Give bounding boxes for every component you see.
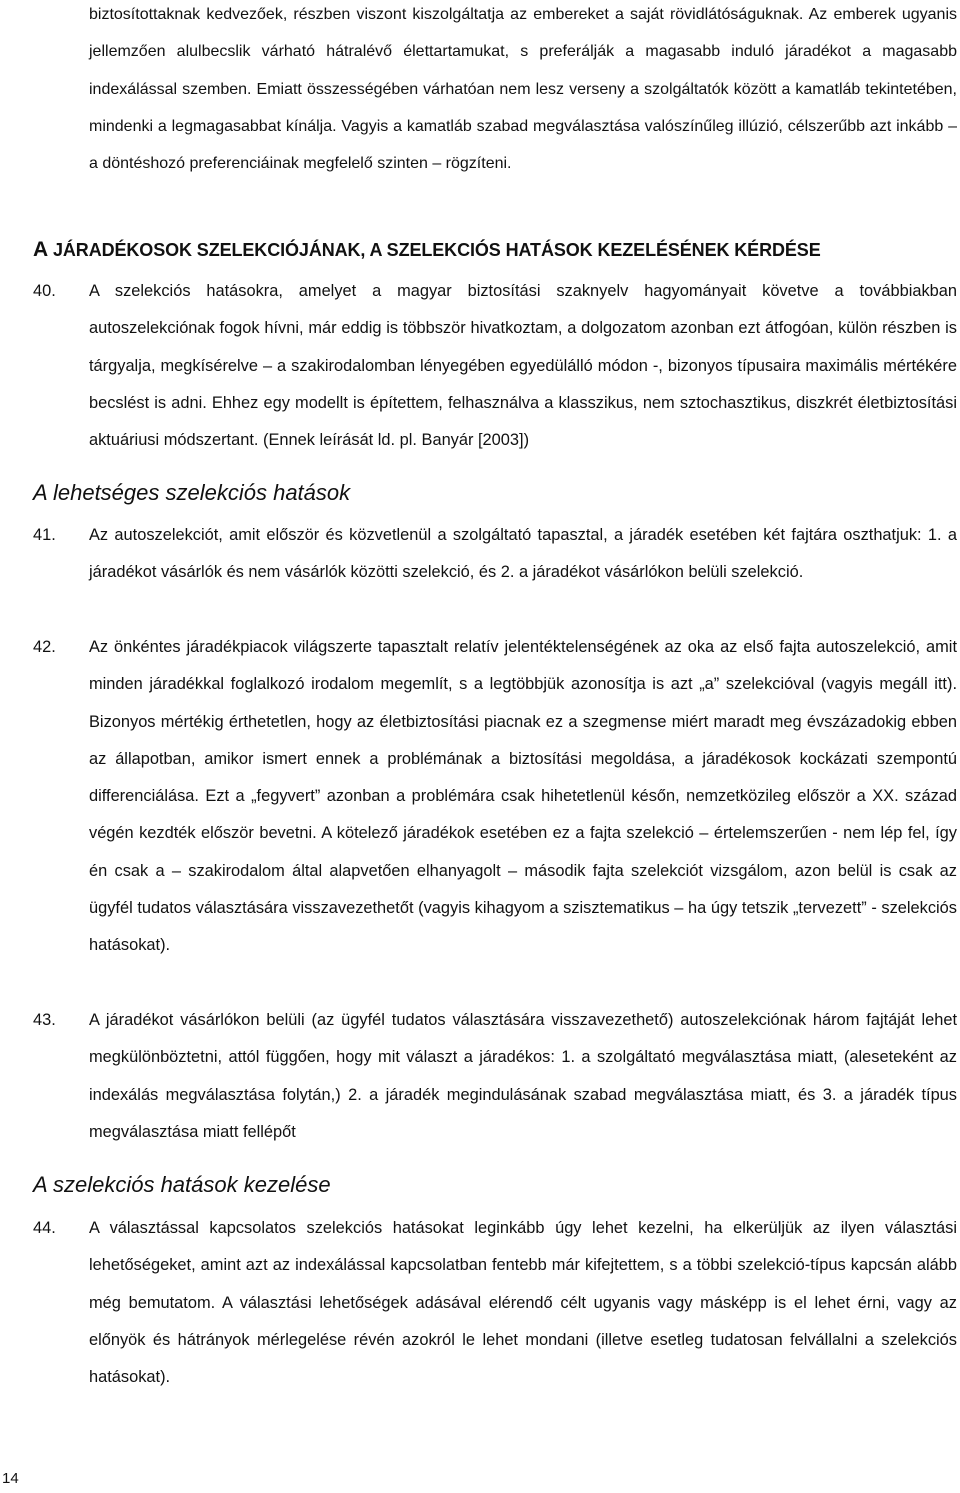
paragraph-42: Az önkéntes járadékpiacok világszerte tapasztalt relatív jelentéktelenségének az oka az első fajta autoszelekció, amit minden járadékkal foglalkozó irodalom megemlít, s a legtöbbjük azonosítja is azt „a” szelekcióval (vagyis megáll itt). Bizonyos mértékig érthetetlen, hogy az életbiztosítási piacnak ez a szegmense miért maradt meg évszázadokig ebben az állapotban, amikor ismert ennek a problémának a biztosítási megoldása, a járadékosok kockázati szempontú differenciálása. Ezt a „fegyvert” azonban a problémára csak hihetetlenül későn, nemzetközileg először a XX. század végén kezdték először bevetni. A kötelező járadékok esetében ez a fajta szelekció – értelemszerűen - nem lép fel, így én csak a – szakirodalom által alapvetően elhanyagolt – második fajta szelekciót vizsgálom, azon belül is csak az ügyfél tudatos választására visszavezethetőt (vagyis kihagyom a szisztematikus – ha úgy tetszik „tervezett” - szelekciós hatásokat). [89,638,957,955]
section-heading-initial: A [33,238,49,261]
paragraph-43: A járadékot vásárlókon belüli (az ügyfél tudatos választására visszavezethető) autoszelekciónak három fajtáját lehet megkülönböztetni, attól függően, hogy mit választ a járadékos: 1. a szolgáltató megválasztása miatt, (aleseteként az indexálás megválasztása folytán,) 2. a járadék megindulásának szabad megválasztása miatt, és 3. a járadék típus megválasztása miatt fellépőt [89,1011,957,1141]
paragraph-44: A választással kapcsolatos szelekciós hatásokat leginkább úgy lehet kezelni, ha elkerüljük az ilyen választási lehetőségeket, amint azt az indexálással kapcsolatban fentebb már kifejtettem, s a többi szelekció-típus kapcsán alább még bemutatom. A választási lehetőségek adásával elérendő célt ugyanis vagy másképp is el lehet érni, vagy az előnyök és hátrányok mérlegelése révén azokról le lehet mondani (illetve esetleg tudatosan felvállalni a szelekciós hatásokat). [89,1219,957,1387]
paragraph-number-41: 41. [33,526,56,544]
paragraph-40: A szelekciós hatásokra, amelyet a magyar biztosítási szaknyelv hagyományait követve a továbbiakban autoszelekciónak fogok hívni, már eddig is többször hivatkoztam, a dolgozatom azonban ezt átfogóan, külön részben is tárgyalja, megkísérelve – a szakirodalomban lényegében egyedülálló módon -, bizonyos típusaira maximális mértékére becslést is adni. Ehhez egy modellt is építettem, felhasználva a klasszikus, nem sztochasztikus, diszkrét életbiztosítási aktuáriusi módszertant. (Ennek leírását ld. pl. Banyár [2003]) [89,282,957,450]
paragraph-number-42: 42. [33,638,56,656]
intro-paragraph: biztosítottaknak kedvezőek, részben viszont kiszolgáltatja az embereket a saját rövidlátóságuknak. Az emberek ugyanis jellemzően alulbecslik várható hátralévő élettartamukat, s preferálják a magasabb induló járadékot a magasabb indexálással szemben. Emiatt összességében várhatóan nem lesz verseny a szolgáltatók között a kamatláb tekintetében, mindenki a legmagasabbat kínálja. Vagyis a kamatláb szabad megválasztása valószínűleg illúzió, célszerűbb azt inkább – a döntéshozó preferenciáinak megfelelő szinten – rögzíteni. [89,6,957,173]
paragraph-number-44: 44. [33,1219,56,1237]
subheading-handling-effects: A szelekciós hatások kezelése [33,1172,331,1197]
section-heading [33,238,821,262]
page-number: 14 [2,1470,19,1487]
paragraph-number-40: 40. [33,282,56,300]
subheading-possible-effects: A lehetséges szelekciós hatások [33,480,351,505]
section-heading-text: JÁRADÉKOSOK SZELEKCIÓJÁNAK, A SZELEKCIÓS HATÁSOK KEZELÉSÉNEK KÉRDÉSE [48,240,821,260]
paragraph-number-43: 43. [33,1011,56,1029]
paragraph-41: Az autoszelekciót, amit először és közvetlenül a szolgáltató tapasztal, a járadék esetében két fajtára oszthatjuk: 1. a járadékot vásárlók és nem vásárlók közötti szelekció, és 2. a járadékot vásárlókon belüli szelekció. [89,526,957,582]
